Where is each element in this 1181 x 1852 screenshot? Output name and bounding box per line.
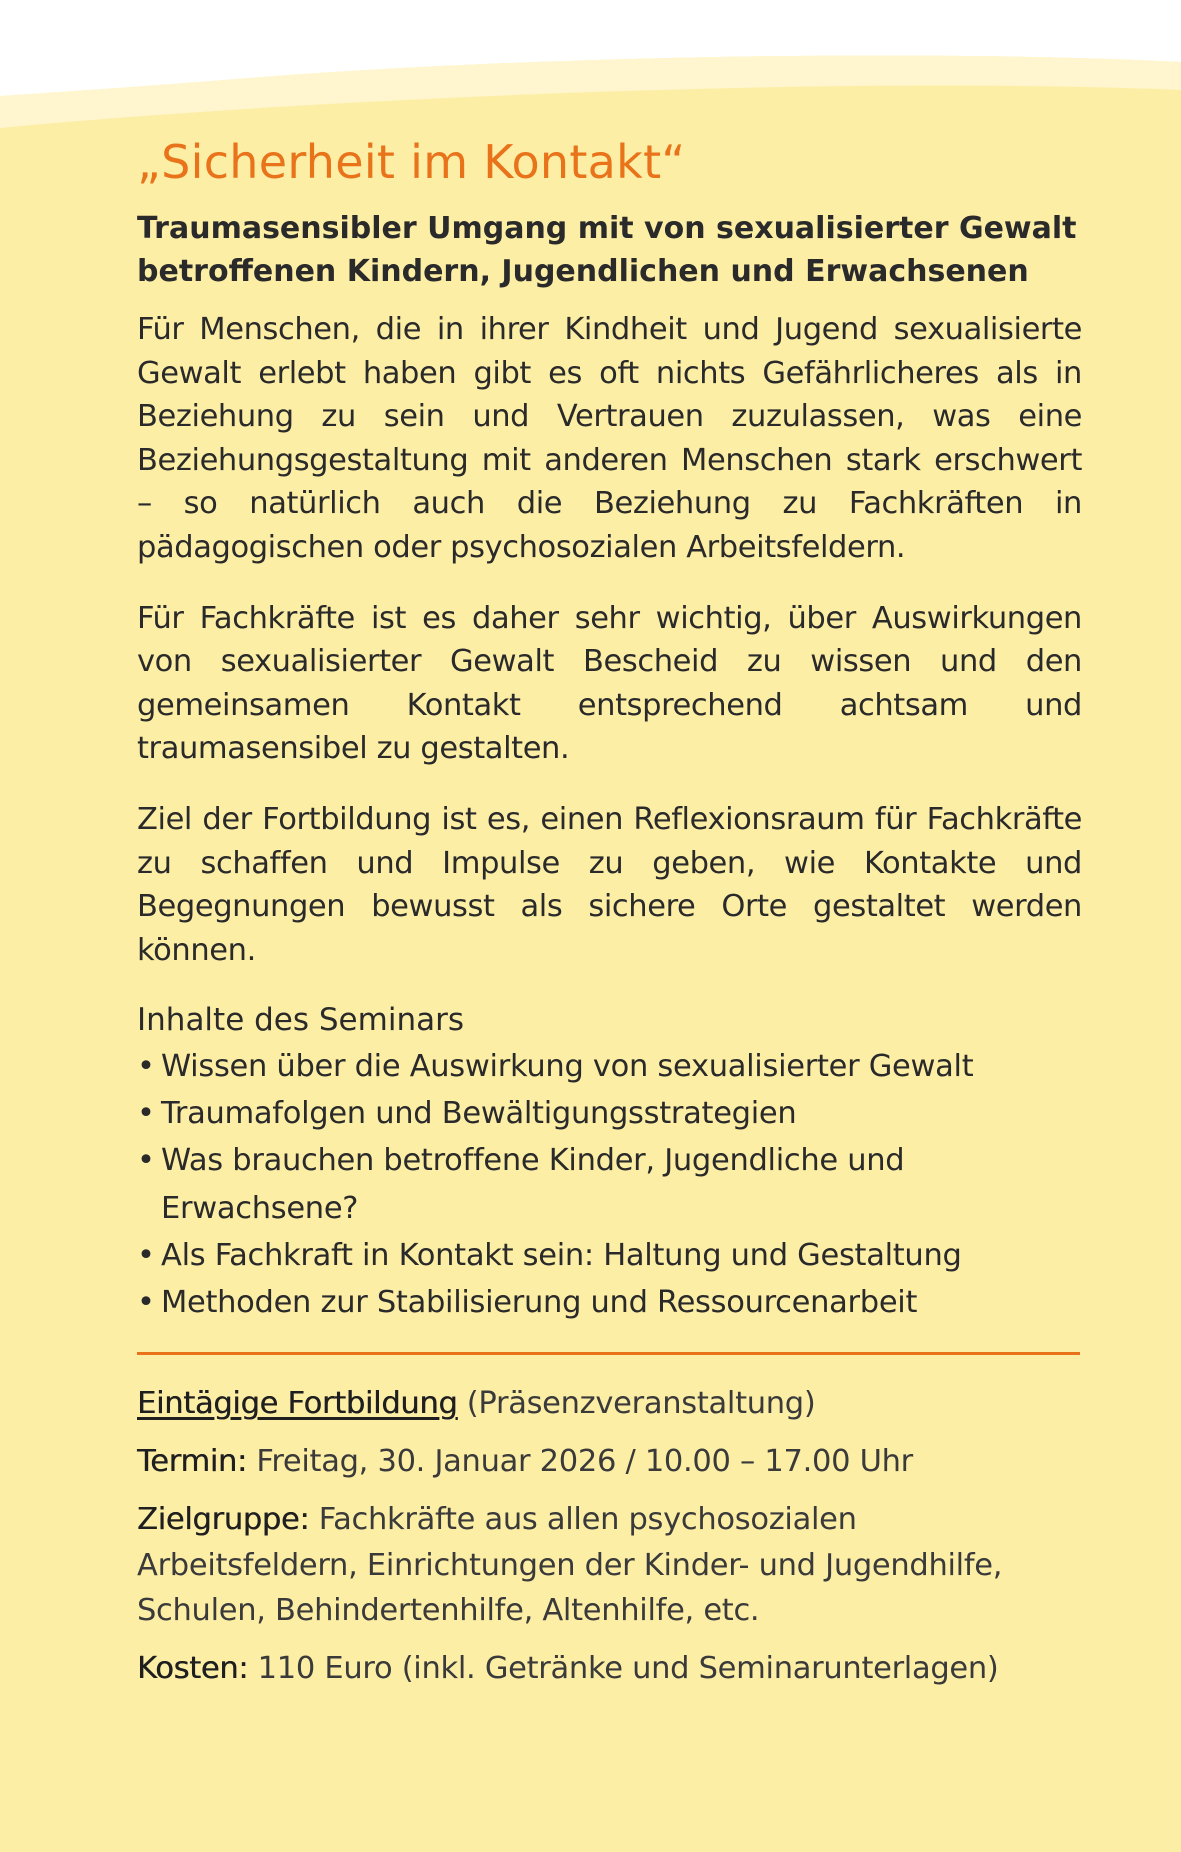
format-note: (Präsenzveranstaltung) [466,1386,816,1422]
cost-value: 110 Euro (inkl. Getränke und Seminarunterlagen) [257,1651,999,1687]
intro-paragraph: Für Menschen, die in ihrer Kindheit und Jugend sexualisierte Gewalt erlebt haben gibt es oft nichts Gefährlicheres als in Beziehung zu sein und Vertrauen zuzulassen, was eine Beziehungsgestaltung mit anderen Menschen stark erschwert – so natürlich auch die Beziehung zu Fachkräften in pädagogischen oder psychosozialen Arbeitsfeldern. [137,311,1082,565]
contents-list [137,1043,1082,1327]
list-item [137,1043,1082,1090]
flyer-content [137,136,1082,1704]
list-item [137,1090,1082,1137]
bullet-icon: • [137,1096,155,1132]
list-item [137,1137,1082,1232]
contents-heading: Inhalte des Seminars [137,1002,464,1039]
subtitle-line: Traumasensibler Umgang mit von sexualisierter Gewalt [137,210,1077,246]
date-value: Freitag, 30. Januar 2026 / 10.00 – 17.00 Uhr [256,1444,913,1480]
cost-line [137,1646,1082,1692]
format-label: Eintägige Fortbildung [137,1386,458,1422]
subtitle [137,207,1082,294]
list-item [137,1279,1082,1326]
audience-label: Zielgruppe: [137,1501,310,1537]
importance-paragraph: Für Fachkräfte ist es daher sehr wichtig, über Auswirkungen von sexualisierter Gewalt Bescheid zu wissen und den gemeinsamen Kontakt entsprechend achtsam und traumasensibel zu gestalten. [137,600,1082,767]
date-line [137,1439,1082,1485]
list-item [137,1232,1082,1279]
bullet-icon: • [137,1048,155,1084]
goal-paragraph: Ziel der Fortbildung ist es, einen Reflexionsraum für Fachkräfte zu schaffen und Impulse zu geben, wie Kontakte und Begegnungen bewusst als sichere Orte gestaltet werden können. [137,801,1082,968]
list-item-text: Methoden zur Stabilisierung und Ressourcenarbeit [161,1285,918,1321]
section-divider [137,1352,1080,1355]
format-line [137,1381,1082,1427]
list-item-text: Was brauchen betroffene Kinder, Jugendliche und Erwachsene? [161,1143,905,1226]
page-title: „Sicherheit im Kontakt“ [137,135,686,189]
audience-line [137,1497,1082,1634]
audience-value: Fachkräfte aus allen psychosozialen Arbeitsfeldern, Einrichtungen der Kinder- und Jugendhilfe, Schulen, Behindertenhilfe, Altenhilfe, etc. [137,1501,1003,1629]
list-item-text: Als Fachkraft in Kontakt sein: Haltung und Gestaltung [161,1237,962,1273]
list-item-text: Wissen über die Auswirkung von sexualisierter Gewalt [161,1048,974,1084]
date-label: Termin: [137,1444,247,1480]
bullet-icon: • [137,1285,155,1321]
bullet-icon: • [137,1237,155,1273]
bullet-icon: • [137,1143,155,1179]
subtitle-line: betroffenen Kindern, Jugendlichen und Erwachsenen [137,254,1029,290]
list-item-text: Traumafolgen und Bewältigungsstrategien [161,1096,797,1132]
cost-label: Kosten: [137,1651,249,1687]
